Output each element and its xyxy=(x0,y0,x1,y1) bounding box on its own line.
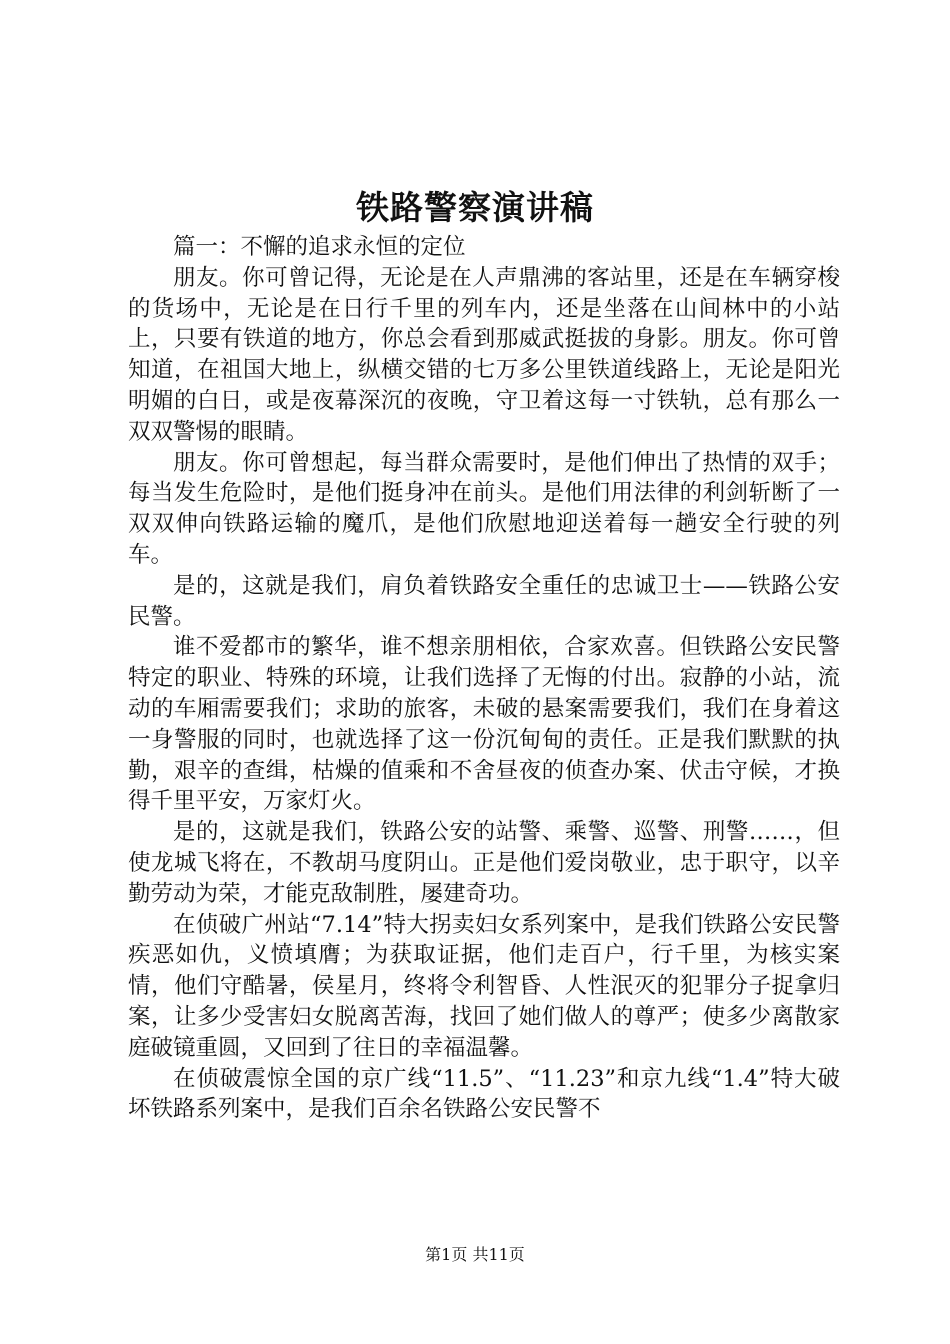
paragraph: 朋友。你可曾记得，无论是在人声鼎沸的客站里，还是在车辆穿梭的货场中，无论是在日行千里的列车内，还是坐落在山间林中的小站上，只要有铁道的地方，你总会看到那威武挺拔的身影。朋友。你可曾知道，在祖国大地上，纵横交错的七万多公里铁道线路上，无论是阳光明媚的白日，或是夜幕深沉的夜晚，守卫着这每一寸铁轨，总有那么一双双警惕的眼睛。 xyxy=(128,264,840,445)
paragraph: 谁不爱都市的繁华，谁不想亲朋相依，合家欢喜。但铁路公安民警特定的职业、特殊的环境，让我们选择了无悔的付出。寂静的小站，流动的车厢需要我们；求助的旅客，未破的悬案需要我们，我们在身着这一身警服的同时，也就选择了这一份沉甸甸的责任。正是我们默默的执勤，艰辛的查缉，枯燥的值乘和不舍昼夜的侦查办案、伏击守候，才换得千里平安，万家灯火。 xyxy=(128,634,840,815)
document-title: 铁路警察演讲稿 xyxy=(356,188,594,227)
paragraph: 在侦破震惊全国的京广线“11.5”、“11.23”和京九线“1.4”特大破坏铁路系列案中，是我们百余名铁路公安民警不 xyxy=(128,1065,840,1123)
page-footer: 第1页 共11页 xyxy=(425,1245,525,1264)
paragraph: 在侦破广州站“7.14”特大拐卖妇女系列案中，是我们铁路公安民警疾恶如仇，义愤填膺；为获取证据，他们走百户，行千里，为核实案情，他们守酷暑，侯星月，终将令利智昏、人性泯灭的犯罪分子捉拿归案，让多少受害妇女脱离苦海，找回了她们做人的尊严；使多少离散家庭破镜重圆，又回到了往日的幸福温馨。 xyxy=(128,911,840,1061)
paragraph: 朋友。你可曾想起，每当群众需要时，是他们伸出了热情的双手；每当发生危险时，是他们挺身冲在前头。是他们用法律的利剑斩断了一双双伸向铁路运输的魔爪，是他们欣慰地迎送着每一趟安全行驶的列车。 xyxy=(128,449,840,568)
document-body xyxy=(128,232,840,1125)
section-heading: 篇一：不懈的追求永恒的定位 xyxy=(173,234,466,260)
paragraph: 是的，这就是我们，肩负着铁路安全重任的忠诚卫士——铁路公安民警。 xyxy=(128,572,840,630)
paragraph: 是的，这就是我们，铁路公安的站警、乘警、巡警、刑警……，但使龙城飞将在，不教胡马度阴山。正是他们爱岗敬业，忠于职守，以辛勤劳动为荣，才能克敌制胜，屡建奇功。 xyxy=(128,819,840,907)
